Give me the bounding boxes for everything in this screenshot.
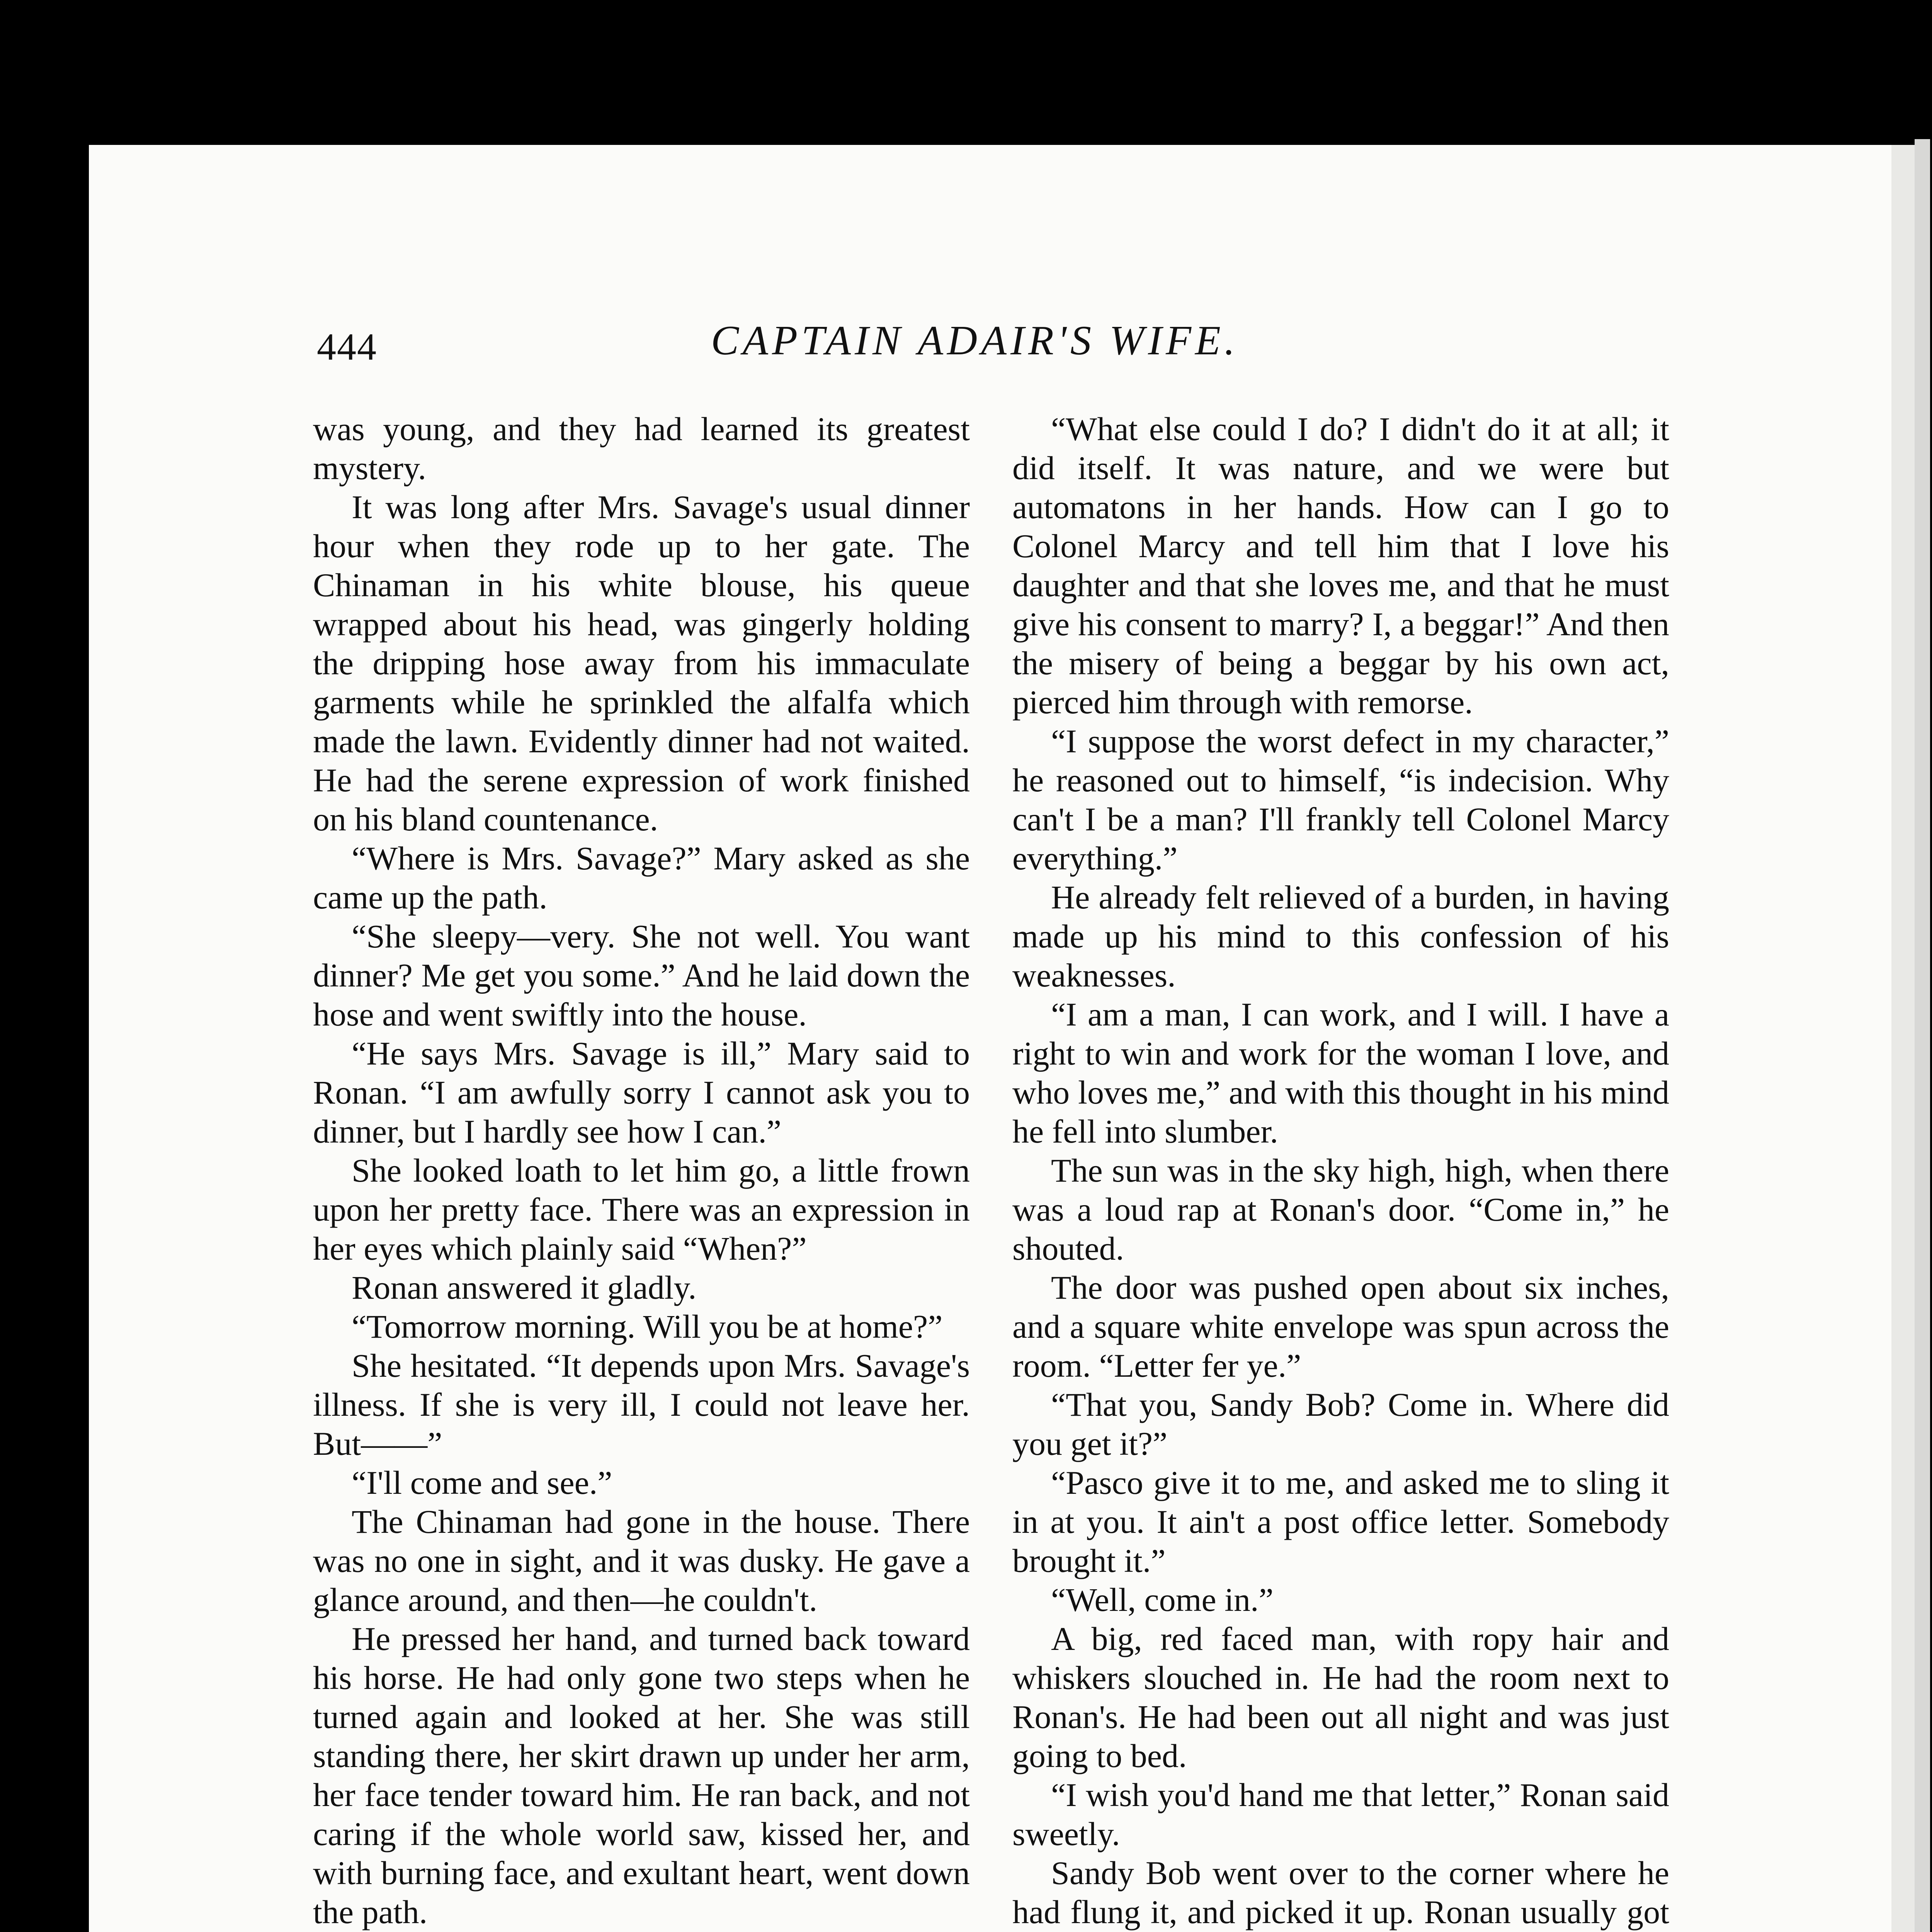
paragraph: She looked loath to let him go, a little frown upon her pretty face. There was an expression in her eyes which plainly said “When?” bbox=[313, 1152, 970, 1267]
paragraph: Sandy Bob went over to the corner where he had flung it, and picked it up. Ronan usually got bbox=[1012, 1854, 1669, 1930]
paragraph: “She sleepy—very. She not well. You want dinner? Me get you some.” And he laid down the hose and went swiftly into the house. bbox=[313, 918, 970, 1033]
paragraph: A big, red faced man, with ropy hair and whiskers slouched in. He had the room next to Ronan's. He had been out all night and was just going to bed. bbox=[1012, 1620, 1669, 1774]
paragraph: The door was pushed open about six inches, and a square white envelope was spun across the room. “Letter fer ye.” bbox=[1012, 1269, 1669, 1384]
paragraph: “I suppose the worst defect in my character,” he reasoned out to himself, “is indecision. Why can't I be a man? I'll frankly tell Colonel Marcy everything.” bbox=[1012, 723, 1669, 877]
page-title: CAPTAIN ADAIR'S WIFE. bbox=[711, 318, 1239, 364]
paragraph: Ronan answered it gladly. bbox=[352, 1269, 697, 1306]
paragraph: “Pasco give it to me, and asked me to sling it in at you. It ain't a post office letter. Somebody brought it.” bbox=[1012, 1464, 1669, 1579]
paragraph: The Chinaman had gone in the house. There was no one in sight, and it was dusky. He gave a glance around, and then—he couldn't. bbox=[313, 1503, 970, 1618]
paragraph: The sun was in the sky high, high, when there was a loud rap at Ronan's door. “Come in,” he shouted. bbox=[1012, 1152, 1669, 1267]
paragraph: He pressed her hand, and turned back toward his horse. He had only gone two steps when he turned again and looked at her. She was still standing there, her skirt drawn up under her arm, her face tender toward him. He ran back, and not caring if the whole world saw, kissed her, and with burning face, and exultant heart, went down the path. bbox=[313, 1620, 970, 1930]
paragraph: “That you, Sandy Bob? Come in. Where did you get it?” bbox=[1012, 1386, 1669, 1462]
paragraph: “I'll come and see.” bbox=[352, 1464, 612, 1501]
page-number: 444 bbox=[317, 325, 377, 368]
running-head bbox=[232, 317, 1609, 371]
paragraph: “What else could I do? I didn't do it at all; it did itself. It was nature, and we were but automatons in her hands. How can I go to Colonel Marcy and tell him that I love his daughter and that she loves me, and that he must give his consent to marry? I, a beggar!” And then the misery of being a beggar by his own act, pierced him through with remorse. bbox=[1012, 410, 1669, 721]
paragraph: “Tomorrow morning. Will you be at home?” bbox=[352, 1308, 943, 1345]
page-edge bbox=[1915, 139, 1930, 1932]
paragraph: She hesitated. “It depends upon Mrs. Savage's illness. If she is very ill, I could not leave her. But——” bbox=[313, 1347, 970, 1462]
paragraph: He already felt relieved of a burden, in having made up his mind to this confession of his weaknesses. bbox=[1012, 879, 1669, 994]
paragraph: “Where is Mrs. Savage?” Mary asked as she came up the path. bbox=[313, 840, 970, 916]
paragraph: “He says Mrs. Savage is ill,” Mary said to Ronan. “I am awfully sorry I cannot ask you to dinner, but I hardly see how I can.” bbox=[313, 1035, 970, 1150]
paragraph: was young, and they had learned its greatest mystery. bbox=[313, 410, 970, 486]
paragraph: “Well, come in.” bbox=[1051, 1581, 1274, 1618]
paragraph: It was long after Mrs. Savage's usual dinner hour when they rode up to her gate. The Chinaman in his white blouse, his queue wrapped about his head, was gingerly holding the dripping hose away from his immaculate garments while he sprinkled the alfalfa which made the lawn. Evidently dinner had not waited. He had the serene expression of work finished on his bland countenance. bbox=[313, 488, 970, 838]
right-column bbox=[1012, 410, 1669, 1932]
paragraph: “I am a man, I can work, and I will. I have a right to win and work for the woman I love, and who loves me,” and with this thought in his mind he fell into slumber. bbox=[1012, 996, 1669, 1150]
paragraph: “I wish you'd hand me that letter,” Ronan said sweetly. bbox=[1012, 1776, 1669, 1852]
left-column bbox=[313, 410, 970, 1932]
